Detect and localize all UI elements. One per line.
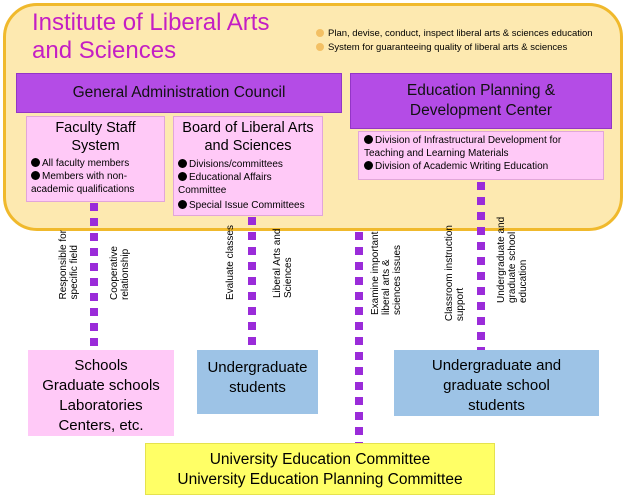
faculty-staff-system-title: Faculty Staff System: [55, 120, 136, 154]
faculty-staff-system-box: [26, 116, 165, 202]
bullet-dot-icon: [364, 161, 373, 170]
label-cooperative: Cooperative relationship: [109, 246, 131, 300]
university-education-committee-box: [145, 443, 495, 495]
board-title: Board of Liberal Arts and Sciences: [182, 120, 314, 154]
list-item: [27, 170, 164, 196]
item-text: All faculty members: [42, 158, 130, 169]
general-admin-council: [16, 73, 342, 113]
list-item: [359, 134, 603, 160]
connector-center: [477, 182, 485, 350]
list-item: [27, 157, 164, 170]
education-planning-center: [350, 73, 612, 129]
label-responsible: Responsible for specific field: [58, 230, 80, 300]
bullet-dot-icon: [31, 171, 40, 180]
label-ug-grad-edu: Undergraduate and graduate school education: [495, 216, 529, 303]
item-text: Divisions/committees: [189, 159, 283, 170]
institute-title: Institute of Liberal Arts and Sciences: [32, 9, 270, 64]
connector-faculty: [90, 203, 98, 351]
label-examine: Examine important liberal arts & sciences issues: [369, 231, 403, 315]
bullet-dot-icon: [178, 200, 187, 209]
bullet-dot-icon: [178, 172, 187, 181]
institute-bullet: [316, 27, 626, 41]
label-liberal-arts: Liberal Arts and Sciences: [272, 228, 294, 298]
education-planning-center-label: Education Planning & Development Center: [406, 82, 556, 119]
label-evaluate: Evaluate classes: [224, 225, 236, 301]
general-admin-council-label: General Administration Council: [72, 84, 286, 101]
bullet-dot-icon: [178, 159, 187, 168]
item-text: Special Issue Committees: [189, 200, 305, 211]
bullet-text: Plan, devise, conduct, inspect liberal arts & sciences education: [328, 28, 593, 39]
item-text: Educational Affairs Committee: [178, 172, 272, 196]
undergraduate-students-box: Undergraduate students: [197, 350, 318, 414]
uec-line-1: University Education Committee: [209, 451, 431, 468]
item-text: Members with non-academic qualifications: [31, 171, 135, 195]
connector-uec: [355, 232, 363, 444]
divisions-box: [358, 131, 604, 180]
bullet-text: System for guaranteeing quality of liberal arts & sciences: [328, 42, 568, 53]
undergrad-grad-students-box: Undergraduate and graduate school students: [394, 350, 599, 416]
item-text: Division of Academic Writing Education: [375, 161, 549, 172]
schools-box: Schools Graduate schools Laboratories Centers, etc.: [28, 350, 174, 436]
uec-line-2: University Education Planning Committee: [177, 471, 463, 488]
institute-bullets: [316, 27, 626, 55]
bullet-dot-icon: [316, 43, 324, 51]
bullet-dot-icon: [31, 158, 40, 167]
label-classroom: Classroom instruction support: [444, 225, 466, 322]
item-text: Division of Infrastructural Development for Teaching and Learning Materials: [364, 135, 562, 159]
bullet-dot-icon: [364, 135, 373, 144]
list-item: [359, 160, 603, 173]
bullet-dot-icon: [316, 29, 324, 37]
list-item: [174, 158, 322, 171]
institute-bullet: [316, 41, 626, 55]
